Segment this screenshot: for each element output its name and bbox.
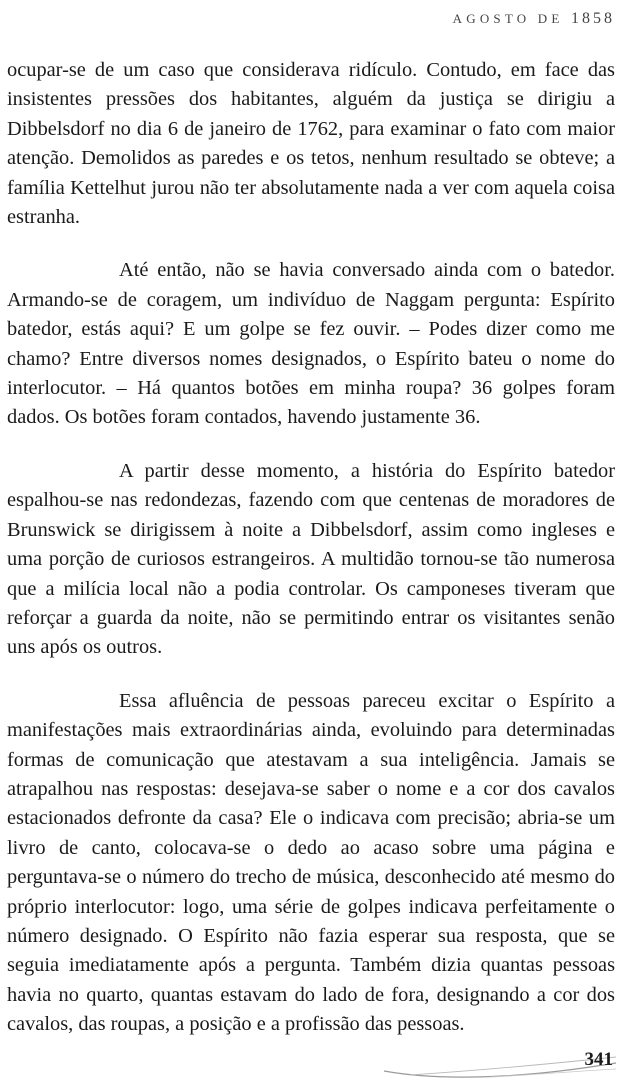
paragraph: A partir desse momento, a história do Espírito batedor espalhou-se nas redondezas, fazendo com que centenas de moradores de Brunswick se dirigissem à noite a Dibbelsdorf, assim como ingleses e uma porção de curiosos estrangeiros. A multidão tornou-se tão numerosa que a milícia local não a podia controlar. Os camponeses tiveram que reforçar a guarda da noite, não se permitindo entrar os visitantes senão uns após os outros.: [7, 459, 615, 659]
running-header-year: 1858: [571, 10, 615, 27]
paragraph: Essa afluência de pessoas pareceu excitar o Espírito a manifestações mais extraordinárias ainda, evoluindo para determinadas formas de comunicação que atestavam a sua inteligência. Jamais se atrapalhou nas respostas: desejava-se saber o nome e a cor dos cavalos estacionados defronte da casa? Ele o indicava com precisão; abria-se um livro de canto, colocava-se o dedo ao acaso sobre uma página e perguntava-se o número do trecho de música, desconhecido até mesmo do próprio interlocutor: logo, uma série de golpes indicava perfeitamente o número designado. O Espírito não fazia esperar sua resposta, que se seguia imediatamente após a pergunta. Também dizia quantas pessoas havia no quarto, quantas estavam do lado de fora, designando a cor dos cavalos, das roupas, a posição e a profissão das pessoas.: [7, 689, 615, 1036]
page-number: 341: [584, 1049, 613, 1070]
running-header-month: AGOSTO DE: [452, 11, 564, 26]
body-text: [7, 56, 615, 1064]
running-header: [453, 10, 615, 28]
paragraph-continuation: ocupar-se de um caso que considerava ridículo. Contudo, em face das insistentes pressões dos habitantes, alguém da justiça se dirigiu a Dibbelsdorf no dia 6 de janeiro de 1762, para examinar o fato com maior atenção. Demolidos as paredes e os tetos, nenhum resultado se obteve; a família Kettelhut jurou não ter absolutamente nada a ver com aquela coisa estranha.: [7, 59, 615, 229]
paragraph: Até então, não se havia conversado ainda com o batedor. Armando-se de coragem, um indivíduo de Naggam pergunta: Espírito batedor, estás aqui? E um golpe se fez ouvir. – Podes dizer como me chamo? Entre diversos nomes designados, o Espírito bateu o nome do interlocutor. – Há quantos botões em minha roupa? 36 golpes foram dados. Os botões foram contados, havendo justamente 36.: [7, 259, 615, 429]
